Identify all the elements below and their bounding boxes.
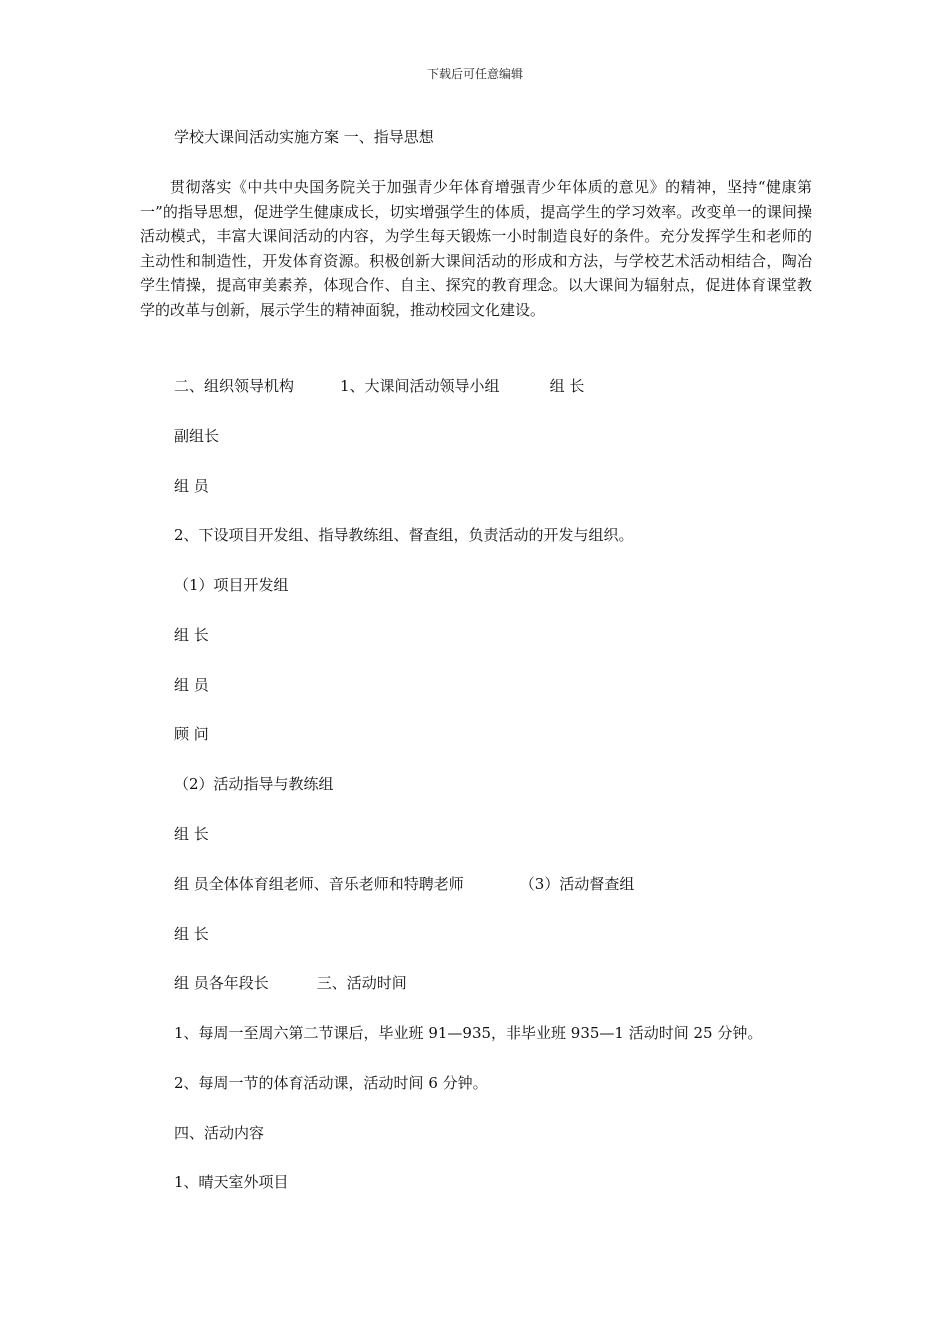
org-section-heading: 二、组织领导机构 bbox=[174, 377, 295, 395]
subgroups-intro: 2、下设项目开发组、指导教练组、督查组，负责活动的开发与组织。 bbox=[174, 526, 634, 544]
guidance-member-label: 组 员全体体育组老师、音乐老师和特聘老师 bbox=[174, 875, 464, 893]
inspection-member-line bbox=[174, 973, 407, 993]
inspection-member-label: 组 员各年段长 bbox=[174, 974, 269, 992]
leader-label: 组 长 bbox=[549, 377, 585, 395]
inspection-leader-label: 组 长 bbox=[174, 925, 209, 943]
member-label: 组 员 bbox=[174, 477, 209, 495]
guidance-leader-label: 组 长 bbox=[174, 825, 209, 843]
guiding-paragraph-block bbox=[140, 175, 812, 322]
guidance-member-line bbox=[174, 874, 634, 894]
time-item-2: 2、每周一节的体育活动课，活动时间 6 分钟。 bbox=[174, 1074, 488, 1092]
guidance-group-heading: （2）活动指导与教练组 bbox=[174, 775, 334, 793]
content-item-1: 1、晴天室外项目 bbox=[174, 1173, 289, 1191]
activity-time-heading: 三、活动时间 bbox=[316, 974, 407, 992]
project-group-heading: （1）项目开发组 bbox=[174, 576, 289, 594]
deputy-leader-label: 副组长 bbox=[174, 427, 220, 445]
document-title: 学校大课间活动实施方案 一、指导思想 bbox=[174, 128, 434, 146]
inspection-group-heading: （3）活动督查组 bbox=[519, 875, 635, 893]
activity-content-heading: 四、活动内容 bbox=[174, 1124, 265, 1142]
leadership-group-label: 1、大课间活动领导小组 bbox=[340, 377, 500, 395]
header-note: 下载后可任意编辑 bbox=[426, 67, 523, 81]
org-heading-line bbox=[174, 376, 584, 396]
project-leader-label: 组 长 bbox=[174, 626, 209, 644]
time-item-1: 1、每周一至周六第二节课后，毕业班 91—935，非毕业班 935—1 活动时间 25 分钟。 bbox=[174, 1024, 763, 1042]
project-member-label: 组 员 bbox=[174, 676, 209, 694]
guiding-paragraph: 贯彻落实《中共中央国务院关于加强青少年体育增强青少年体质的意见》的精神，坚持“健康第一”的指导思想，促进学生健康成长，切实增强学生的体质，提高学生的学习效率。改变单一的课间操活动模式，丰富大课间活动的内容，为学生每天锻炼一小时制造良好的条件。充分发挥学生和老师的主动性和制造性，开发体育资源。积极创新大课间活动的形成和方法，与学校艺术活动相结合，陶冶学生情操，提高审美素养，体现合作、自主、探究的教育理念。以大课间为辐射点，促进体育课堂教学的改革与创新，展示学生的精神面貌，推动校园文化建设。 bbox=[140, 178, 812, 319]
project-advisor-label: 顾 问 bbox=[174, 725, 209, 743]
